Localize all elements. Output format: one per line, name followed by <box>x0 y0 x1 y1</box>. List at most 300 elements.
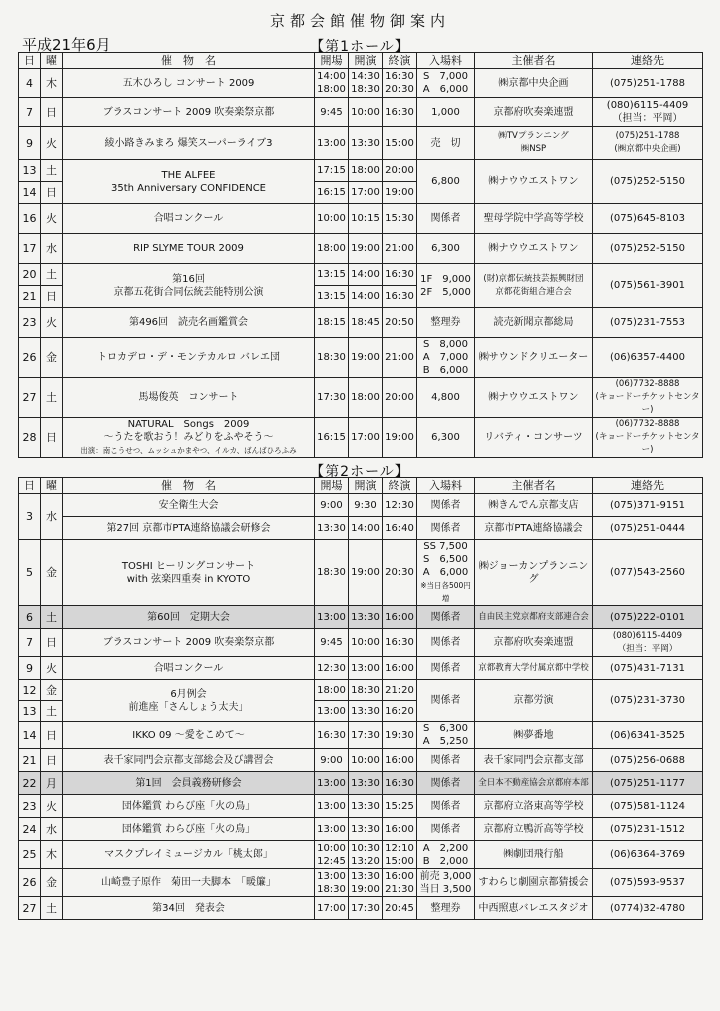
weekday-cell: 土 <box>41 160 63 182</box>
organizer-cell: 京都教育大学付属京都中学校 <box>475 657 593 680</box>
weekday-cell: 水 <box>41 818 63 841</box>
event-name-cell <box>63 657 315 680</box>
event-name-cell <box>63 234 315 264</box>
end-time-cell: 16:30 <box>383 98 417 127</box>
end-time-cell: 20:30 <box>383 540 417 606</box>
event-name: RIP SLYME TOUR 2009 <box>133 243 244 254</box>
fee-cell <box>417 494 475 517</box>
event-name: 第60回 定期大会 <box>147 611 230 623</box>
contact-cell: (06)7732-8888 (キョードーチケットセンター) <box>593 418 703 458</box>
fee-value: 関係者 <box>430 611 461 623</box>
event-name-cell <box>63 841 315 869</box>
doors-open-cell: 10:00 12:45 <box>315 841 349 869</box>
contact-cell: (075)581-1124 <box>593 795 703 818</box>
header-organizer: 主催者名 <box>475 478 593 494</box>
day-cell: 9 <box>19 127 41 160</box>
event-name: THE ALFEE 35th Anniversary CONFIDENCE <box>110 169 267 194</box>
event-name-cell <box>63 204 315 234</box>
doors-open-cell: 18:30 <box>315 338 349 378</box>
day-cell: 14 <box>19 182 41 204</box>
contact-cell: (080)6115-4409 （担当：平岡） <box>593 98 703 127</box>
month-label: 平成21年6月 <box>22 36 111 54</box>
doors-open-cell: 13:15 <box>315 286 349 308</box>
fee-cell <box>417 517 475 540</box>
fee-value: S 8,000 A 7,000 B 6,000 <box>422 339 469 376</box>
event-name: 合唱コンクール <box>153 662 224 674</box>
fee-value: S 7,000 A 6,000 <box>422 71 469 95</box>
day-cell: 7 <box>19 98 41 127</box>
fee-value: 関係者 <box>430 823 461 835</box>
event-name: マスクプレイミュージカル「桃太郎」 <box>104 849 273 860</box>
start-time-cell: 18:30 <box>349 680 383 701</box>
fee-cell <box>417 264 475 308</box>
contact-cell: (075)222-0101 <box>593 606 703 629</box>
day-cell: 7 <box>19 629 41 657</box>
day-cell: 5 <box>19 540 41 606</box>
doors-open-cell: 13:00 <box>315 772 349 795</box>
organizer-cell: 聖母学院中学高等学校 <box>475 204 593 234</box>
start-time-cell: 19:00 <box>349 540 383 606</box>
table-row <box>19 841 703 869</box>
end-time-cell: 16:40 <box>383 517 417 540</box>
doors-open-cell: 13:30 <box>315 517 349 540</box>
start-time-cell: 17:00 <box>349 182 383 204</box>
weekday-cell: 金 <box>41 869 63 897</box>
event-name-cell <box>63 418 315 458</box>
event-name: 表千家同門会京都支部総会及び講習会 <box>103 754 274 766</box>
end-time-cell: 12:30 <box>383 494 417 517</box>
table-row <box>19 657 703 680</box>
table-row <box>19 338 703 378</box>
event-name-cell <box>63 308 315 338</box>
event-name: 安全衛生大会 <box>158 499 219 511</box>
end-time-cell: 16:00 <box>383 818 417 841</box>
fee-value: 関係者 <box>430 662 461 674</box>
doors-open-cell: 17:15 <box>315 160 349 182</box>
event-name-cell <box>63 264 315 308</box>
end-time-cell: 12:10 15:00 <box>383 841 417 869</box>
organizer-cell: 京都労演 <box>475 680 593 722</box>
doors-open-cell: 13:00 <box>315 606 349 629</box>
table-row <box>19 795 703 818</box>
contact-cell: (075)561-3901 <box>593 264 703 308</box>
organizer-cell: 京都府吹奏楽連盟 <box>475 98 593 127</box>
fee-cell <box>417 69 475 98</box>
day-cell: 20 <box>19 264 41 286</box>
fee-cell <box>417 98 475 127</box>
end-time-cell: 15:30 <box>383 204 417 234</box>
event-name-cell <box>63 897 315 920</box>
fee-cell <box>417 338 475 378</box>
start-time-cell: 13:30 <box>349 606 383 629</box>
table-row <box>19 264 703 286</box>
weekday-cell: 日 <box>41 182 63 204</box>
start-time-cell: 9:30 <box>349 494 383 517</box>
fee-cell <box>417 680 475 722</box>
event-name: ブラスコンサート 2009 吹奏楽祭京都 <box>102 637 275 648</box>
weekday-cell: 土 <box>41 264 63 286</box>
fee-cell <box>417 308 475 338</box>
fee-cell <box>417 160 475 204</box>
fee-cell <box>417 234 475 264</box>
event-name-cell <box>63 869 315 897</box>
day-cell: 24 <box>19 818 41 841</box>
start-time-cell: 10:15 <box>349 204 383 234</box>
organizer-cell: リバティ・コンサーツ <box>475 418 593 458</box>
fee-value: A 2,200 B 2,000 <box>422 842 469 867</box>
day-cell: 3 <box>19 494 41 540</box>
weekday-cell: 日 <box>41 722 63 749</box>
doors-open-cell: 13:00 18:30 <box>315 869 349 897</box>
end-time-cell: 15:00 <box>383 127 417 160</box>
fee-cell <box>417 869 475 897</box>
event-name: 合唱コンクール <box>153 213 224 224</box>
table-row <box>19 418 703 458</box>
fee-value: 1,000 <box>431 106 460 118</box>
doors-open-cell: 18:30 <box>315 540 349 606</box>
end-time-cell: 16:30 20:30 <box>383 69 417 98</box>
fee-value: 6,300 <box>431 432 460 443</box>
organizer-cell: ㈱ナウウエストワン <box>475 378 593 418</box>
event-name-cell <box>63 338 315 378</box>
header-doors-open: 開場 <box>315 478 349 494</box>
organizer-cell: ㈱ナウウエストワン <box>475 234 593 264</box>
fee-cell <box>417 749 475 772</box>
event-performers: 出演：南こうせつ、ムッシュかまやつ、イルカ、ばんばひろふみ <box>80 446 297 455</box>
event-name: 第27回 京都市PTA連絡協議会研修会 <box>106 522 271 534</box>
start-time-cell: 13:30 19:00 <box>349 869 383 897</box>
organizer-cell: 京都市PTA連絡協議会 <box>475 517 593 540</box>
end-time-cell: 21:00 <box>383 234 417 264</box>
organizer-cell: 京都府立鴨沂高等学校 <box>475 818 593 841</box>
fee-value: 前売 3,000 当日 3,500 <box>419 870 472 895</box>
fee-cell <box>417 722 475 749</box>
event-name-cell <box>63 69 315 98</box>
header-weekday: 曜 <box>41 478 63 494</box>
organizer-cell: 読売新聞京都総局 <box>475 308 593 338</box>
fee-cell <box>417 772 475 795</box>
day-cell: 17 <box>19 234 41 264</box>
contact-cell: (075)593-9537 <box>593 869 703 897</box>
fee-cell <box>417 378 475 418</box>
event-name-cell <box>63 540 315 606</box>
fee-value: 関係者 <box>430 754 461 766</box>
header-fee: 入場料 <box>417 53 475 69</box>
event-name: 馬場俊英 コンサート <box>138 392 239 403</box>
end-time-cell: 19:00 <box>383 418 417 458</box>
doors-open-cell: 10:00 <box>315 204 349 234</box>
start-time-cell: 17:30 <box>349 722 383 749</box>
organizer-cell: 京都府立洛東高等学校 <box>475 795 593 818</box>
start-time-cell: 10:00 <box>349 98 383 127</box>
start-time-cell: 17:30 <box>349 897 383 920</box>
organizer-cell: ㈱京都中央企画 <box>475 69 593 98</box>
doors-open-cell: 9:00 <box>315 749 349 772</box>
table-row <box>19 127 703 160</box>
event-name: 五木ひろし コンサート 2009 <box>122 77 255 89</box>
header-start: 開演 <box>349 478 383 494</box>
organizer-cell: ㈱ジョーカンプランニング <box>475 540 593 606</box>
day-cell: 25 <box>19 841 41 869</box>
event-name-cell <box>63 378 315 418</box>
day-cell: 13 <box>19 160 41 182</box>
table-row <box>19 69 703 98</box>
contact-cell: (075)252-5150 <box>593 160 703 204</box>
weekday-cell: 日 <box>41 286 63 308</box>
event-name-cell <box>63 818 315 841</box>
hall2-header-row <box>19 478 703 494</box>
day-cell: 12 <box>19 680 41 701</box>
contact-cell: (06)7732-8888 (キョードーチケットセンター) <box>593 378 703 418</box>
event-name-cell <box>63 127 315 160</box>
hall1-schedule-table <box>18 52 703 458</box>
day-cell: 4 <box>19 69 41 98</box>
doors-open-cell: 16:15 <box>315 418 349 458</box>
contact-cell: (075)231-7553 <box>593 308 703 338</box>
weekday-cell: 日 <box>41 629 63 657</box>
start-time-cell: 10:00 <box>349 749 383 772</box>
day-cell: 6 <box>19 606 41 629</box>
event-name: IKKO 09 ～愛をこめて～ <box>132 729 245 741</box>
weekday-cell: 月 <box>41 772 63 795</box>
end-time-cell: 16:00 <box>383 657 417 680</box>
fee-value: S 6,300 A 5,250 <box>422 723 469 747</box>
fee-value: 6,300 <box>431 243 460 254</box>
table-row <box>19 869 703 897</box>
organizer-cell: 自由民主党京都府支部連合会 <box>475 606 593 629</box>
weekday-cell: 水 <box>41 234 63 264</box>
event-name-cell <box>63 749 315 772</box>
fee-cell <box>417 418 475 458</box>
fee-value: 整理券 <box>430 902 461 914</box>
event-name: 綾小路きみまろ 爆笑スーパーライブ3 <box>104 137 273 149</box>
start-time-cell: 13:00 <box>349 657 383 680</box>
event-name-cell <box>63 772 315 795</box>
event-name-cell <box>63 98 315 127</box>
end-time-cell: 16:00 21:30 <box>383 869 417 897</box>
header-contact: 連絡先 <box>593 478 703 494</box>
table-row <box>19 680 703 701</box>
end-time-cell: 21:20 <box>383 680 417 701</box>
start-time-cell: 10:00 <box>349 629 383 657</box>
contact-cell: (075)231-3730 <box>593 680 703 722</box>
contact-cell: (06)6341-3525 <box>593 722 703 749</box>
organizer-cell: すわらじ劇園京都猜援会 <box>475 869 593 897</box>
hall2-schedule-table <box>18 477 703 920</box>
day-cell: 14 <box>19 722 41 749</box>
fee-cell <box>417 540 475 606</box>
header-weekday: 曜 <box>41 53 63 69</box>
weekday-cell: 木 <box>41 69 63 98</box>
day-cell: 22 <box>19 772 41 795</box>
table-row <box>19 818 703 841</box>
contact-cell: (075)251-0444 <box>593 517 703 540</box>
start-time-cell: 10:30 13:20 <box>349 841 383 869</box>
doors-open-cell: 17:00 <box>315 897 349 920</box>
day-cell: 27 <box>19 378 41 418</box>
fee-value: 関係者 <box>430 213 461 224</box>
fee-value: 関係者 <box>430 637 461 648</box>
doors-open-cell: 13:15 <box>315 264 349 286</box>
table-row <box>19 897 703 920</box>
organizer-cell: ㈱TVプランニング ㈱NSP <box>475 127 593 160</box>
fee-value: 関係者 <box>430 777 461 789</box>
event-name: 団体鑑賞 わらび座「火の鳥」 <box>121 823 256 835</box>
start-time-cell: 13:30 <box>349 795 383 818</box>
table-row <box>19 749 703 772</box>
end-time-cell: 20:50 <box>383 308 417 338</box>
day-cell: 28 <box>19 418 41 458</box>
weekday-cell: 金 <box>41 338 63 378</box>
end-time-cell: 20:00 <box>383 378 417 418</box>
table-row <box>19 606 703 629</box>
day-cell: 13 <box>19 701 41 722</box>
contact-cell: (075)251-1788 <box>593 69 703 98</box>
table-row <box>19 308 703 338</box>
table-row <box>19 160 703 182</box>
contact-cell: (077)543-2560 <box>593 540 703 606</box>
event-name: 山崎豊子原作 菊田一夫脚本 「暖簾」 <box>101 877 276 888</box>
event-name: 第34回 発表会 <box>152 902 225 914</box>
doors-open-cell: 18:00 <box>315 680 349 701</box>
end-time-cell: 16:30 <box>383 629 417 657</box>
event-name-cell <box>63 160 315 204</box>
contact-cell: (080)6115-4409 （担当：平岡） <box>593 629 703 657</box>
end-time-cell: 16:30 <box>383 772 417 795</box>
contact-cell: (06)6364-3769 <box>593 841 703 869</box>
organizer-cell: ㈱ナウウエストワン <box>475 160 593 204</box>
weekday-cell: 土 <box>41 606 63 629</box>
organizer-cell: ㈱きんでん京都支店 <box>475 494 593 517</box>
contact-cell: (075)251-1177 <box>593 772 703 795</box>
doors-open-cell: 13:00 <box>315 818 349 841</box>
doors-open-cell: 17:30 <box>315 378 349 418</box>
start-time-cell: 18:00 <box>349 160 383 182</box>
fee-value: 関係者 <box>430 499 461 511</box>
weekday-cell: 日 <box>41 749 63 772</box>
end-time-cell: 19:00 <box>383 182 417 204</box>
organizer-cell: 京都府吹奏楽連盟 <box>475 629 593 657</box>
weekday-cell: 火 <box>41 204 63 234</box>
table-row <box>19 540 703 606</box>
fee-cell <box>417 204 475 234</box>
day-cell: 27 <box>19 897 41 920</box>
start-time-cell: 19:00 <box>349 338 383 378</box>
weekday-cell: 土 <box>41 378 63 418</box>
doors-open-cell: 13:00 <box>315 701 349 722</box>
event-name-cell <box>63 517 315 540</box>
table-row <box>19 234 703 264</box>
organizer-cell: 中西照恵バレエスタジオ <box>475 897 593 920</box>
fee-cell <box>417 795 475 818</box>
day-cell: 26 <box>19 869 41 897</box>
end-time-cell: 16:30 <box>383 264 417 286</box>
weekday-cell: 火 <box>41 795 63 818</box>
fee-value: 6,800 <box>431 176 460 187</box>
fee-cell <box>417 629 475 657</box>
event-name-cell <box>63 494 315 517</box>
header-fee: 入場料 <box>417 478 475 494</box>
end-time-cell: 16:00 <box>383 606 417 629</box>
doors-open-cell: 16:15 <box>315 182 349 204</box>
contact-cell: (075)252-5150 <box>593 234 703 264</box>
weekday-cell: 日 <box>41 418 63 458</box>
event-name-cell <box>63 722 315 749</box>
doors-open-cell: 18:15 <box>315 308 349 338</box>
doors-open-cell: 13:00 <box>315 795 349 818</box>
end-time-cell: 20:45 <box>383 897 417 920</box>
table-row <box>19 98 703 127</box>
start-time-cell: 19:00 <box>349 234 383 264</box>
day-cell: 16 <box>19 204 41 234</box>
weekday-cell: 火 <box>41 308 63 338</box>
event-name: 第1回 会員義務研修会 <box>135 777 242 789</box>
organizer-cell: 表千家同門会京都支部 <box>475 749 593 772</box>
fee-value: 売 切 <box>430 137 461 149</box>
weekday-cell: 金 <box>41 680 63 701</box>
start-time-cell: 14:00 <box>349 517 383 540</box>
end-time-cell: 15:25 <box>383 795 417 818</box>
header-organizer: 主催者名 <box>475 53 593 69</box>
contact-cell: (075)371-9151 <box>593 494 703 517</box>
table-row <box>19 494 703 517</box>
page-title: 京都会館催物御案内 <box>269 12 450 30</box>
contact-cell: (075)256-0688 <box>593 749 703 772</box>
hall2-title: 【第2ホール】 <box>310 464 410 480</box>
contact-cell: (075)431-7131 <box>593 657 703 680</box>
organizer-cell: ㈱夢番地 <box>475 722 593 749</box>
doors-open-cell: 14:00 18:00 <box>315 69 349 98</box>
weekday-cell: 水 <box>41 494 63 540</box>
weekday-cell: 金 <box>41 540 63 606</box>
weekday-cell: 土 <box>41 701 63 722</box>
day-cell: 9 <box>19 657 41 680</box>
weekday-cell: 土 <box>41 897 63 920</box>
fee-cell <box>417 841 475 869</box>
event-name: ブラスコンサート 2009 吹奏楽祭京都 <box>102 106 275 118</box>
event-name: 団体鑑賞 わらび座「火の鳥」 <box>121 800 256 812</box>
contact-cell: (075)251-1788 (㈱京都中央企画) <box>593 127 703 160</box>
hall1-header-row <box>19 53 703 69</box>
header-end: 終演 <box>383 478 417 494</box>
table-row <box>19 629 703 657</box>
organizer-cell: 全日本不動産協会京都府本部 <box>475 772 593 795</box>
doors-open-cell: 9:00 <box>315 494 349 517</box>
weekday-cell: 木 <box>41 841 63 869</box>
header-event: 催 物 名 <box>63 478 315 494</box>
fee-cell <box>417 657 475 680</box>
event-name: 第16回 京都五花街合同伝統芸能特別公演 <box>113 273 264 298</box>
header-start: 開演 <box>349 53 383 69</box>
start-time-cell: 14:30 18:30 <box>349 69 383 98</box>
fee-cell <box>417 606 475 629</box>
contact-cell: (075)231-1512 <box>593 818 703 841</box>
fee-cell <box>417 127 475 160</box>
hall1-title: 【第1ホール】 <box>310 39 410 55</box>
fee-value: SS 7,500 S 6,500 A 6,000 <box>422 541 469 578</box>
header-doors-open: 開場 <box>315 53 349 69</box>
day-cell: 23 <box>19 795 41 818</box>
start-time-cell: 14:00 <box>349 286 383 308</box>
fee-value: 整理券 <box>430 317 461 328</box>
organizer-cell: (財)京都伝統技芸振興財団 京都花街組合連合会 <box>475 264 593 308</box>
weekday-cell: 火 <box>41 657 63 680</box>
event-name: 6月例会 前進座「さんしょう太夫」 <box>128 688 249 713</box>
day-cell: 26 <box>19 338 41 378</box>
table-row <box>19 204 703 234</box>
doors-open-cell: 13:00 <box>315 127 349 160</box>
event-name: 第496回 読売名画鑑賞会 <box>128 317 249 328</box>
